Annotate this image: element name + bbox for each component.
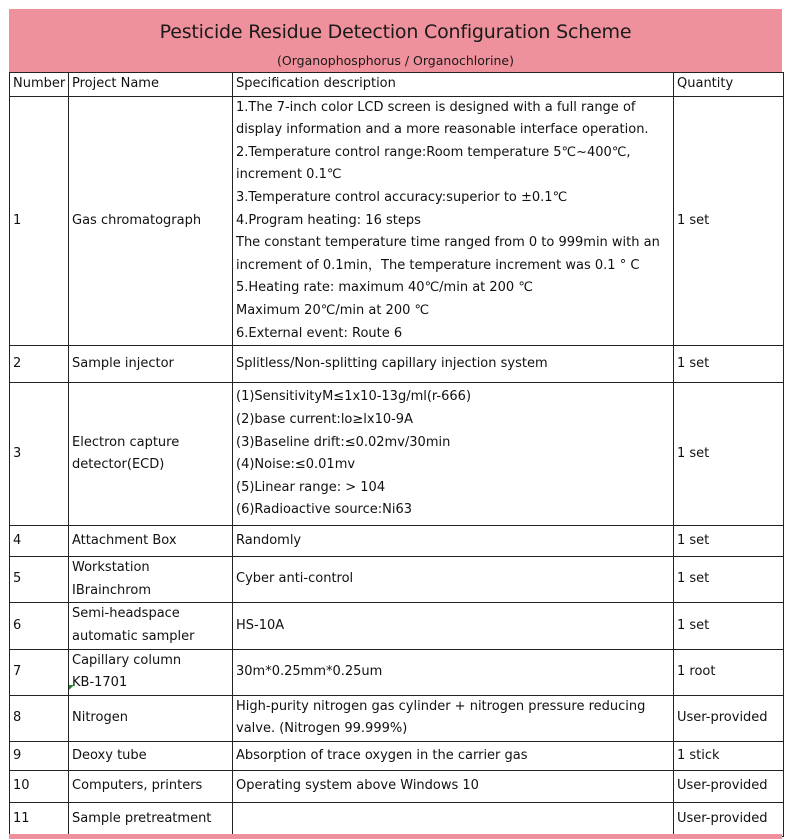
table-row	[10, 557, 784, 603]
specification-line: The constant temperature time ranged from 0 to 999min with an	[236, 235, 660, 251]
project-name-line: KB-1701	[72, 675, 128, 691]
cell-quantity: 1 set	[674, 346, 784, 383]
table-row	[10, 695, 784, 741]
specification-line: Randomly	[236, 532, 302, 548]
table-row	[10, 770, 784, 802]
specification-line: 6.External event: Route 6	[236, 325, 403, 341]
specification-line: Maximum 20℃/min at 200 ℃	[236, 302, 430, 318]
table-row	[10, 649, 784, 695]
project-name-line: Capillary column	[72, 652, 182, 668]
document-title: Pesticide Residue Detection Configuration Scheme	[159, 21, 632, 43]
bottom-banner-strip	[9, 834, 782, 839]
cell-project-name	[69, 802, 233, 836]
specification-line: increment of 0.1min，The temperature increment was 0.1 ° C	[236, 257, 640, 273]
cell-specification	[233, 741, 674, 770]
cell-specification	[233, 96, 674, 346]
cell-number: 4	[10, 526, 69, 557]
cell-project-name	[69, 346, 233, 383]
specification-line: valve. (Nitrogen 99.999%)	[236, 721, 408, 737]
specification-line: 5.Heating rate: maximum 40℃/min at 200 ℃	[236, 280, 533, 296]
cell-specification	[233, 770, 674, 802]
project-name-line: Sample injector	[72, 355, 174, 371]
cell-number: 11	[10, 802, 69, 836]
specification-line: 1.The 7-inch color LCD screen is designed with a full range of	[236, 99, 636, 115]
specification-line: Splitless/Non-splitting capillary injection system	[236, 355, 548, 371]
cell-quantity: User-provided	[674, 770, 784, 802]
table-row	[10, 526, 784, 557]
cell-quantity: 1 set	[674, 526, 784, 557]
header-specification: Specification description	[233, 73, 674, 97]
header-number: Number	[10, 73, 69, 97]
project-name-line: Workstation	[72, 560, 150, 576]
specification-line: 2.Temperature control range:Room temperature 5℃~400℃,	[236, 144, 631, 160]
cell-quantity: 1 set	[674, 96, 784, 346]
cell-specification	[233, 346, 674, 383]
project-name-line: Electron capture	[72, 434, 180, 450]
cell-number: 7	[10, 649, 69, 695]
cell-quantity: 1 set	[674, 383, 784, 526]
specification-line: Cyber anti-control	[236, 571, 354, 587]
project-name-line: Sample pretreatment	[72, 811, 212, 827]
cell-project-name	[69, 383, 233, 526]
specification-line: Operating system above Windows 10	[236, 778, 479, 794]
specification-line: HS-10A	[236, 617, 285, 633]
cell-number: 10	[10, 770, 69, 802]
cell-number: 8	[10, 695, 69, 741]
cell-number: 5	[10, 557, 69, 603]
cell-specification	[233, 802, 674, 836]
project-name-line: detector(ECD)	[72, 457, 165, 473]
specification-line: (6)Radioactive source:Ni63	[236, 502, 413, 518]
project-name-line: IBrainchrom	[72, 582, 151, 598]
cell-quantity: 1 stick	[674, 741, 784, 770]
specification-line: (3)Baseline drift:≤0.02mv/30min	[236, 434, 451, 450]
specification-line: 30m*0.25mm*0.25um	[236, 663, 383, 679]
header-quantity: Quantity	[674, 73, 784, 97]
cell-number: 2	[10, 346, 69, 383]
cell-quantity: User-provided	[674, 802, 784, 836]
cell-project-name	[69, 695, 233, 741]
table-row	[10, 603, 784, 649]
table-header-row	[10, 73, 784, 97]
table-row	[10, 383, 784, 526]
project-name-line: Deoxy tube	[72, 747, 147, 763]
cell-specification	[233, 695, 674, 741]
cell-quantity: User-provided	[674, 695, 784, 741]
specification-line: (1)SensitivityM≤1x10-13g/ml(r-666)	[236, 389, 472, 405]
specification-line: increment 0.1℃	[236, 167, 342, 183]
cell-quantity: 1 root	[674, 649, 784, 695]
specification-line: (4)Noise:≤0.01mv	[236, 457, 356, 473]
cell-specification	[233, 526, 674, 557]
specification-line: (2)base current:lo≥lx10-9A	[236, 411, 413, 427]
cell-number: 6	[10, 603, 69, 649]
document-subtitle: (Organophosphorus / Organochlorine)	[277, 53, 514, 68]
cell-project-name	[69, 603, 233, 649]
cell-project-name	[69, 741, 233, 770]
project-name-line: automatic sampler	[72, 628, 195, 644]
cell-quantity: 1 set	[674, 603, 784, 649]
cell-project-name	[69, 649, 233, 695]
cell-project-name	[69, 526, 233, 557]
specification-line: 3.Temperature control accuracy:superior to ±0.1℃	[236, 189, 568, 205]
project-name-line: Semi-headspace	[72, 606, 180, 622]
project-name-line: Computers, printers	[72, 778, 203, 794]
specification-line: Absorption of trace oxygen in the carrier gas	[236, 747, 528, 763]
specification-line: (5)Linear range: > 104	[236, 479, 386, 495]
header-project-name: Project Name	[69, 73, 233, 97]
cell-number: 3	[10, 383, 69, 526]
cell-specification	[233, 649, 674, 695]
cell-specification	[233, 603, 674, 649]
cell-project-name	[69, 770, 233, 802]
configuration-table	[9, 72, 784, 837]
cell-comment-indicator	[69, 685, 74, 690]
table-row	[10, 346, 784, 383]
cell-project-name	[69, 557, 233, 603]
table-row	[10, 741, 784, 770]
specification-line: 4.Program heating: 16 steps	[236, 212, 421, 228]
cell-number: 1	[10, 96, 69, 346]
project-name-line: Nitrogen	[72, 709, 128, 725]
table-row	[10, 802, 784, 836]
cell-specification	[233, 383, 674, 526]
cell-specification	[233, 557, 674, 603]
cell-quantity: 1 set	[674, 557, 784, 603]
project-name-line: Attachment Box	[72, 532, 177, 548]
cell-number: 9	[10, 741, 69, 770]
table-row	[10, 96, 784, 346]
project-name-line: Gas chromatograph	[72, 212, 202, 228]
specification-line: High-purity nitrogen gas cylinder + nitrogen pressure reducing	[236, 698, 646, 714]
title-banner	[9, 9, 782, 72]
cell-project-name	[69, 96, 233, 346]
specification-line: display information and a more reasonable interface operation.	[236, 122, 649, 138]
